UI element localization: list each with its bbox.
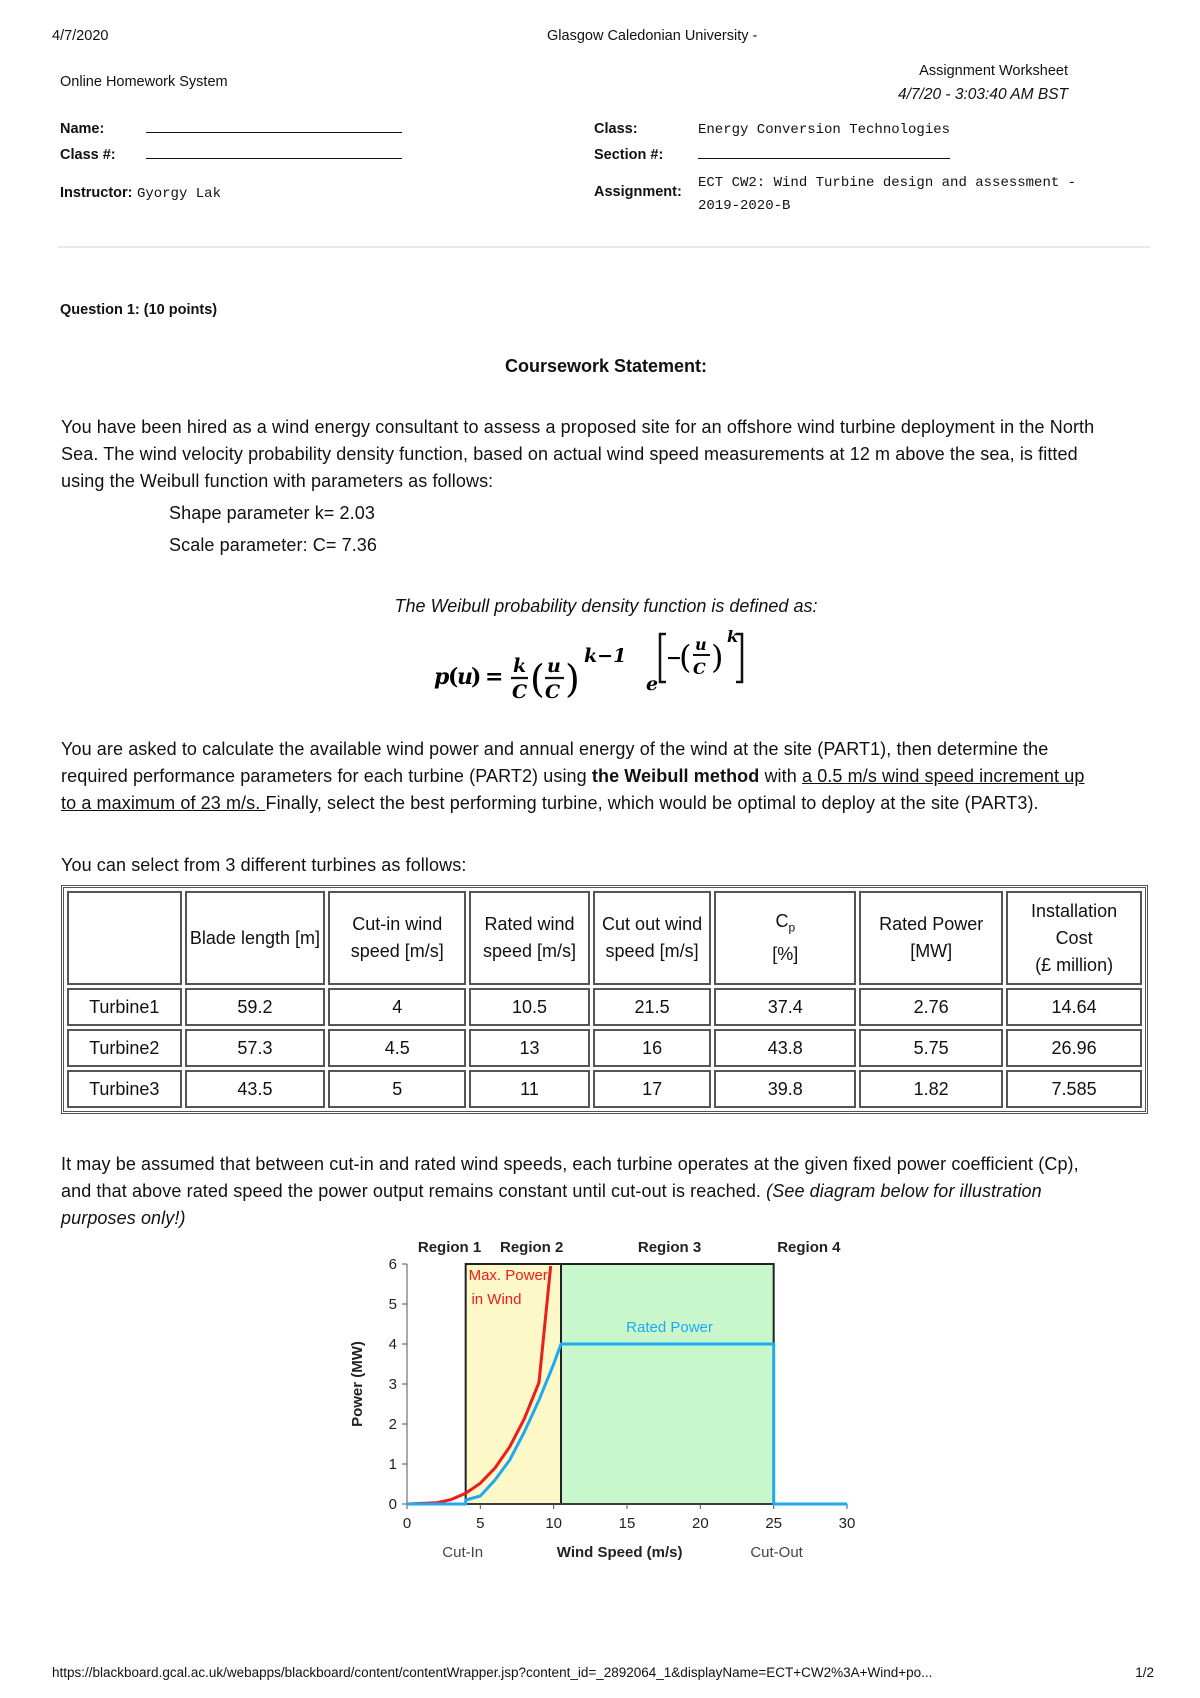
formula-paren-open: ( [530, 657, 545, 701]
cp-cell: 39.8 [714, 1070, 856, 1108]
print-title: Glasgow Caledonian University - [547, 28, 758, 44]
x-tick-label: 10 [545, 1515, 563, 1532]
class-num-label: Class #: [60, 147, 116, 163]
table-header-row [67, 891, 1142, 985]
region-band [561, 1264, 774, 1504]
blade-length-cell: 57.3 [185, 1029, 326, 1067]
para2-line3 [61, 790, 1161, 817]
para3-line3: purposes only!) [61, 1208, 186, 1228]
turbine-table [61, 885, 1148, 1114]
rated-power-label: Rated Power [626, 1319, 713, 1336]
region-band [774, 1264, 847, 1504]
formula-c2: C [545, 681, 561, 703]
x-tick-label: 30 [838, 1515, 856, 1532]
header-empty [67, 891, 182, 985]
max-power-label: in Wind [471, 1291, 522, 1308]
para2-line2-c: with [759, 766, 802, 786]
formula-inner-paren-open: ( [679, 638, 692, 676]
y-tick-label: 6 [388, 1256, 397, 1273]
worksheet-timestamp: 4/7/20 - 3:03:40 AM BST [897, 86, 1068, 103]
paragraph-task [61, 736, 1161, 817]
name-row [60, 120, 402, 138]
formula-c: C [512, 681, 528, 703]
region-label: Region 3 [637, 1239, 702, 1256]
cut-in-cell: 4 [328, 988, 466, 1026]
para2-line3-b: Finally, select the best performing turbine, which would be optimal to deploy at the site (PART3). [265, 793, 1039, 813]
cp-cell: 43.8 [714, 1029, 856, 1067]
y-tick-label: 0 [388, 1496, 397, 1513]
cut-out-cell: 21.5 [593, 988, 712, 1026]
system-name: Online Homework System [60, 74, 228, 90]
footer-url: https://blackboard.gcal.ac.uk/webapps/blackboard/content/contentWrapper.jsp?content_id=_2892064_1&displayName=ECT+CW2%3A+Wind+po... [52, 1665, 933, 1680]
header-cp: $C_p$ [%] [714, 891, 856, 985]
table-row [67, 988, 1142, 1026]
blade-length-cell: 43.5 [185, 1070, 326, 1108]
region-label: Region 2 [499, 1239, 564, 1256]
assignment-line-1: ECT CW2: Wind Turbine design and assessment - [698, 175, 1077, 191]
blade-length-cell: 59.2 [185, 988, 326, 1026]
region-label: Region 1 [417, 1239, 482, 1256]
name-blank [146, 121, 402, 133]
assignment-value [698, 172, 1076, 218]
para2-line2-a: required performance parameters for each turbine (PART2) using [61, 766, 592, 786]
cost-cell: 14.64 [1006, 988, 1142, 1026]
instructor-label: Instructor: [60, 185, 133, 201]
section-row [594, 146, 950, 164]
weibull-caption: The Weibull probability density function is defined as: [394, 596, 818, 616]
rated-power-cell: 2.76 [859, 988, 1003, 1026]
question-title: Question 1: (10 points) [60, 302, 218, 318]
header-installation-cost: Installation Cost (£ million) [1006, 891, 1142, 985]
region-band [407, 1264, 466, 1504]
para1-line3: using the Weibull function with parameters as follows: [61, 471, 494, 491]
formula-lhs: p [434, 664, 450, 690]
x-tick-label: 0 [402, 1515, 412, 1532]
para3-line2-a: and that above rated speed the power output remains constant until cut-out is reached. [61, 1181, 767, 1201]
formula-k: k [513, 655, 527, 677]
formula-inner-c: C [693, 659, 706, 678]
y-tick-label: 3 [388, 1376, 397, 1393]
formula-inner-u: u [695, 635, 707, 654]
power-curve-chart [332, 1232, 872, 1572]
para1-line2: Sea. The wind velocity probability density function, based on actual wind speed measurements at 12 m above the sea, is fitted [61, 444, 1078, 464]
formula-minus: − [666, 647, 682, 669]
header-rated-power: Rated Power [MW] [859, 891, 1003, 985]
x-tick-label: 25 [765, 1515, 783, 1532]
header-divider [58, 246, 1150, 248]
cut-out-label: Cut-Out [750, 1544, 803, 1561]
formula-u: u [547, 655, 561, 677]
cut-in-label: Cut-In [442, 1544, 484, 1561]
rated-power-cell: 5.75 [859, 1029, 1003, 1067]
section-blank [698, 147, 950, 159]
header-cut-out: Cut out wind speed [m/s] [593, 891, 712, 985]
assignment-line-2: 2019-2020-B [698, 198, 791, 214]
paragraph-assumption [61, 1151, 1161, 1232]
rated-speed-cell: 11 [469, 1070, 590, 1108]
header-cut-in: Cut-in wind speed [m/s] [328, 891, 466, 985]
cost-cell: 26.96 [1006, 1029, 1142, 1067]
print-date: 4/7/2020 [52, 28, 109, 44]
rated-speed-cell: 10.5 [469, 988, 590, 1026]
y-tick-label: 1 [388, 1456, 397, 1473]
instructor-value: Gyorgy Lak [136, 186, 221, 202]
formula-inner-paren-close: ) [711, 638, 724, 676]
para1-line1: You have been hired as a wind energy consultant to assess a proposed site for an offshore wind turbine deployment in the North [61, 417, 1095, 437]
cut-out-cell: 16 [593, 1029, 712, 1067]
select-turbines-text: You can select from 3 different turbines as follows: [61, 855, 467, 875]
max-power-label: Max. Power [468, 1267, 548, 1284]
class-value: Energy Conversion Technologies [698, 122, 951, 138]
formula-lhs-paren-close: ) [471, 664, 482, 690]
scale-parameter: Scale parameter: C= 7.36 [169, 535, 378, 555]
cut-out-cell: 17 [593, 1070, 712, 1108]
diagram-note: (See diagram below for illustration [766, 1181, 1042, 1201]
turbine-name: Turbine1 [67, 988, 182, 1026]
instructor-row [60, 184, 221, 202]
formula-e: e [646, 673, 659, 695]
class-num-row [60, 146, 402, 164]
formula-inner-k: k [727, 627, 739, 646]
class-num-blank [146, 147, 402, 159]
table-row [67, 1070, 1142, 1108]
header-rated-speed: Rated wind speed [m/s] [469, 891, 590, 985]
formula-lhs-u: u [457, 664, 473, 690]
cp-cell: 37.4 [714, 988, 856, 1026]
increment-underline: a 0.5 m/s wind speed increment up [801, 766, 1085, 786]
class-row [594, 120, 950, 138]
statement-heading: Coursework Statement: [504, 356, 708, 376]
name-label: Name: [60, 121, 105, 137]
para2-line1: You are asked to calculate the available wind power and annual energy of the wind at the site (PART1), then determine the [61, 739, 1049, 759]
table-row [67, 1029, 1142, 1067]
para2-line2 [61, 763, 1161, 790]
y-tick-label: 4 [388, 1336, 397, 1353]
y-tick-label: 5 [388, 1296, 397, 1313]
formula-paren-close: ) [565, 657, 580, 701]
weibull-method-emphasis: the Weibull method [591, 766, 760, 786]
shape-parameter: Shape parameter k= 2.03 [169, 503, 375, 523]
y-axis-label: Power (MW) [349, 1341, 366, 1427]
maximum-underline: to a maximum of 23 m/s. [61, 793, 266, 813]
cut-in-cell: 5 [328, 1070, 466, 1108]
x-tick-label: 15 [618, 1515, 636, 1532]
class-label: Class: [594, 121, 638, 137]
region-label: Region 4 [777, 1239, 841, 1256]
cost-cell: 7.585 [1006, 1070, 1142, 1108]
turbine-name: Turbine3 [67, 1070, 182, 1108]
rated-power-cell: 1.82 [859, 1070, 1003, 1108]
y-tick-label: 2 [388, 1416, 397, 1433]
cut-in-cell: 4.5 [328, 1029, 466, 1067]
formula-lhs-paren: ( [448, 664, 459, 690]
x-axis-label: Wind Speed (m/s) [556, 1544, 683, 1561]
footer-page: 1/2 [1135, 1665, 1154, 1680]
worksheet-label: Assignment Worksheet [919, 63, 1068, 79]
x-tick-label: 20 [691, 1515, 709, 1532]
assignment-label: Assignment: [594, 184, 682, 200]
header-blade-length: Blade length [m] [185, 891, 326, 985]
para3-line1: It may be assumed that between cut-in and rated wind speeds, each turbine operates at the given fixed power coefficient (Cp), [61, 1154, 1079, 1174]
section-label: Section #: [594, 147, 664, 163]
rated-speed-cell: 13 [469, 1029, 590, 1067]
x-tick-label: 5 [476, 1515, 485, 1532]
turbine-name: Turbine2 [67, 1029, 182, 1067]
weibull-formula [428, 620, 788, 710]
paragraph-intro [61, 414, 1161, 559]
formula-exp: k−1 [584, 645, 627, 667]
para3-line2 [61, 1178, 1161, 1205]
formula-equals: = [485, 664, 504, 690]
